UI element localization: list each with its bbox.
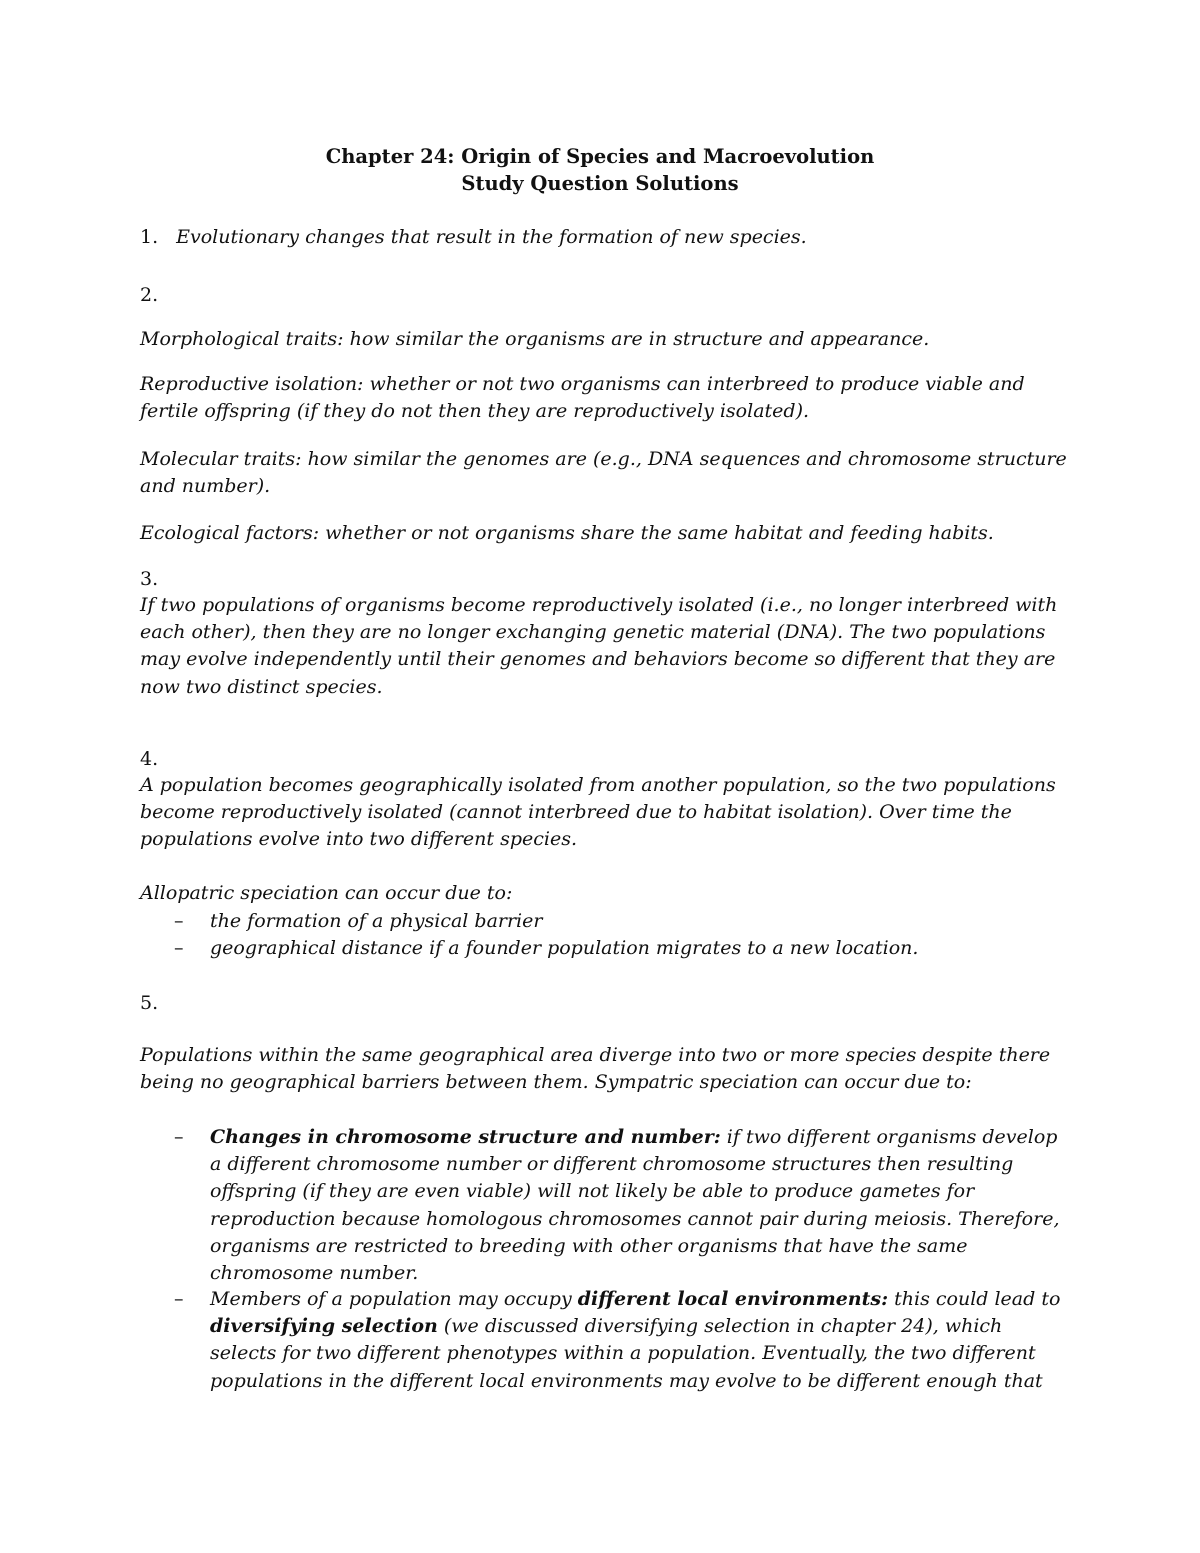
question-5-bullet-1 <box>210 1124 1070 1287</box>
bullet-marker: – <box>174 937 184 959</box>
question-2-ecological: Ecological factors: whether or not organisms share the same habitat and feeding habits. <box>140 522 994 544</box>
local-env-text-1: Members of a population may occupy <box>210 1288 578 1310</box>
question-5-number: 5. <box>140 992 159 1014</box>
question-3-answer: If two populations of organisms become reproductively isolated (i.e., no longer interbreed with each other), then they are no longer exchanging genetic material (DNA). The two populations may evolve independently until their genomes and behaviors become so different that they are now two distinct species. <box>140 594 1058 698</box>
question-1-number: 1. <box>140 226 159 248</box>
local-env-text-2: this could lead to <box>888 1288 1061 1310</box>
bullet-marker: – <box>174 1288 184 1310</box>
question-4-allopatric-intro: Allopatric speciation can occur due to: <box>140 882 513 904</box>
bullet-marker: – <box>174 910 184 932</box>
question-2-morphological: Morphological traits: how similar the organisms are in structure and appearance. <box>140 328 930 350</box>
local-env-text-3: (we discussed diversifying selection in chapter 24), which selects for two different phenotypes within a population. Eventually, the two different populations in the different local environments may evolve to be different enough that <box>210 1315 1043 1392</box>
document-subtitle: Study Question Solutions <box>461 172 739 195</box>
question-4-bullet-1: the formation of a physical barrier <box>210 910 543 932</box>
question-2-reproductive: Reproductive isolation: whether or not two organisms can interbreed to produce viable and fertile offspring (if they do not then they are reproductively isolated). <box>140 373 1025 423</box>
chromosome-changes-text: if two different organisms develop a different chromosome number or different chromosome structures then resulting offspring (if they are even viable) will not likely be able to produce gametes for reproduction because homologous chromosomes cannot pair during meiosis. Therefore, organisms are restricted to breeding with other organisms that have the same chromosome number. <box>210 1126 1060 1285</box>
question-4-number: 4. <box>140 748 159 770</box>
question-5-answer: Populations within the same geographical area diverge into two or more species despite there being no geographical barriers between them. Sympatric speciation can occur due to: <box>140 1044 1051 1094</box>
bullet-marker: – <box>174 1126 184 1148</box>
question-1 <box>140 224 807 251</box>
local-env-term: different local environments: <box>577 1288 889 1310</box>
diversifying-selection-term: diversifying selection <box>210 1315 438 1338</box>
chromosome-changes-term: Changes in chromosome structure and number: <box>210 1126 721 1148</box>
question-1-answer: Evolutionary changes that result in the formation of new species. <box>176 226 807 248</box>
question-4-answer: A population becomes geographically isolated from another population, so the two populations become reproductively isolated (cannot interbreed due to habitat isolation). Over time the populations evolve into two different species. <box>140 774 1056 851</box>
question-3-number: 3. <box>140 568 159 590</box>
question-2-molecular: Molecular traits: how similar the genomes are (e.g., DNA sequences and chromosome structure and number). <box>140 448 1067 498</box>
document-title: Chapter 24: Origin of Species and Macroevolution <box>325 145 875 168</box>
question-2-number: 2. <box>140 284 159 306</box>
question-4-bullet-2: geographical distance if a founder population migrates to a new location. <box>210 937 919 959</box>
question-5-bullet-2 <box>210 1286 1070 1395</box>
